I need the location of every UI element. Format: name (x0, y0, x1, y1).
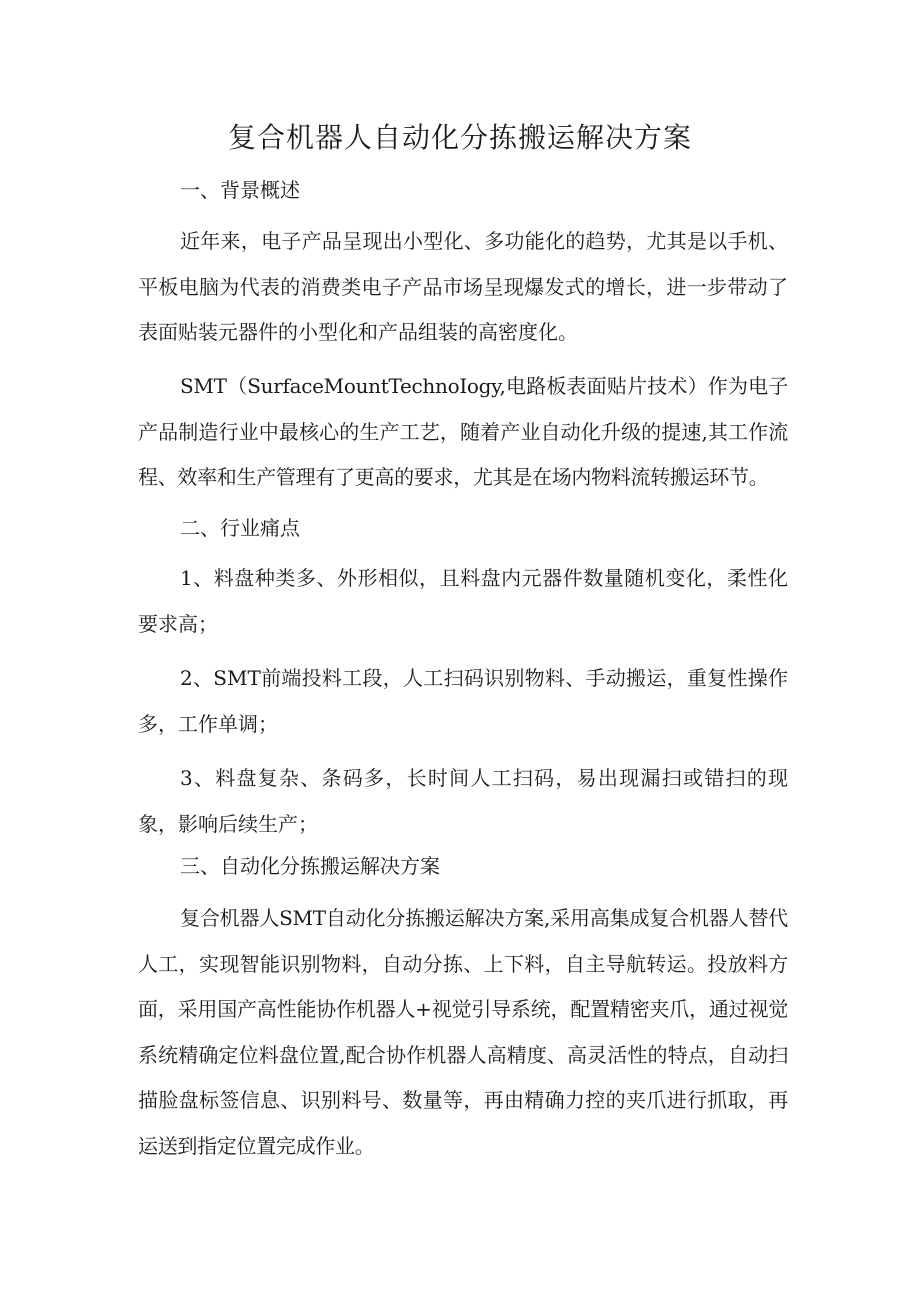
section-heading-pain-points: 二、行业痛点 (180, 516, 300, 540)
document-title: 复合机器人自动化分拣搬运解决方案 (227, 121, 692, 154)
paragraph-pain-point-1: 1、料盘种类多、外形相似，且料盘内元器件数量随机变化，柔性化要求高； (138, 566, 788, 636)
paragraph-background-trend: 近年来，电子产品呈现出小型化、多功能化的趋势，尤其是以手机、平板电脑为代表的消费类电子产品市场呈现爆发式的增长，进一步带动了表面贴装元器件的小型化和产品组装的高密度化。 (138, 229, 788, 344)
section-heading-solution: 三、自动化分拣搬运解决方案 (180, 854, 440, 878)
section-heading-background: 一、背景概述 (180, 178, 300, 202)
paragraph-pain-point-3: 3、料盘复杂、条码多，长时间人工扫码，易出现漏扫或错扫的现象，影响后续生产； (138, 766, 788, 836)
paragraph-pain-point-2: 2、SMT前端投料工段，人工扫码识别物料、手动搬运，重复性操作多，工作单调； (138, 666, 788, 736)
paragraph-background-smt: SMT（SurfaceMountTechnoIogy,电路板表面贴片技术）作为电子产品制造行业中最核心的生产工艺，随着产业自动化升级的提速,其工作流程、效率和生产管理有了更高的要求，尤其是在场内物料流转搬运环节。 (138, 374, 788, 489)
paragraph-solution: 复合机器人SMT自动化分拣搬运解决方案,采用高集成复合机器人替代人工，实现智能识别物料，自动分拣、上下料，自主导航转运。投放料方面，采用国产高性能协作机器人+视觉引导系统，配置精密夹爪，通过视觉系统精确定位料盘位置,配合协作机器人高精度、高灵活性的特点，自动扫描脸盘标签信息、识别料号、数量等，再由精确力控的夹爪进行抓取，再运送到指定位置完成作业。 (138, 906, 788, 1158)
